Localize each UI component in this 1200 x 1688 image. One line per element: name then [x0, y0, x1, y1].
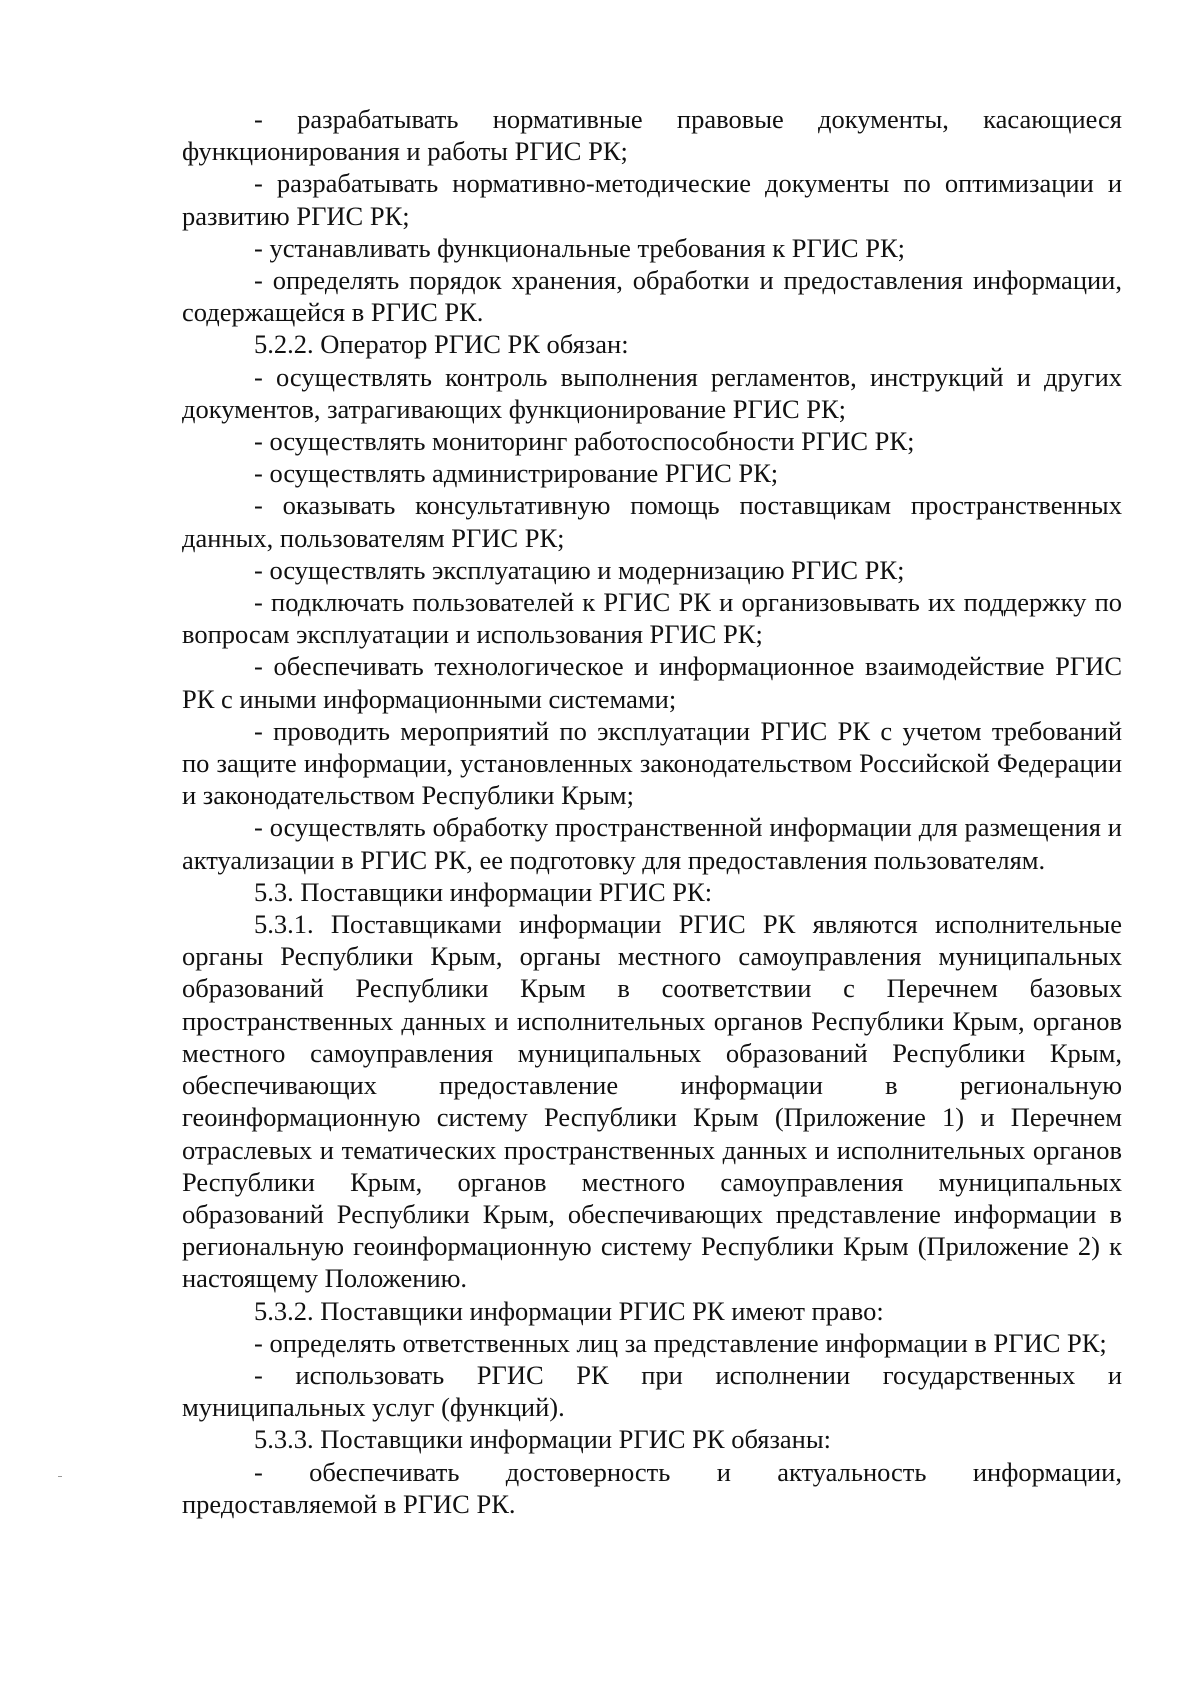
paragraph: - обеспечивать достоверность и актуальность информации, предоставляемой в РГИС РК.	[182, 1456, 1122, 1519]
paragraph: - определять ответственных лиц за представление информации в РГИС РК;	[254, 1327, 1107, 1358]
paragraph: 5.3.1. Поставщиками информации РГИС РК являются исполнительные органы Республики Крым, органы местного самоуправления муниципальных образований Республики Крым в соответствии с Перечнем базовых пространственных данных и исполнительных органов Республики Крым, органов местного самоуправления муниципальных образований Республики Крым, обеспечивающих предоставление информации в региональную геоинформационную систему Республики Крым (Приложение 1) и Перечнем отраслевых и тематических пространственных данных и исполнительных органов Республики Крым, органов местного самоуправления муниципальных образований Республики Крым, обеспечивающих представление информации в региональную геоинформационную систему Республики Крым (Приложение 2) к настоящему Положению.	[182, 909, 1122, 1294]
scan-artifact	[58, 1476, 62, 1477]
section-heading: 5.2.2. Оператор РГИС РК обязан:	[254, 329, 629, 360]
paragraph: - разрабатывать нормативно-методические документы по оптимизации и развитию РГИС РК;	[182, 168, 1122, 231]
paragraph: - определять порядок хранения, обработки и предоставления информации, содержащейся в РГИС РК.	[182, 265, 1122, 328]
paragraph: - осуществлять обработку пространственной информации для размещения и актуализации в РГИС РК, ее подготовку для предоставления пользователям.	[182, 812, 1122, 875]
paragraph: - обеспечивать технологическое и информационное взаимодействие РГИС РК с иными информационными системами;	[182, 651, 1122, 714]
paragraph: - осуществлять контроль выполнения регламентов, инструкций и других документов, затрагивающих функционирование РГИС РК;	[182, 361, 1122, 424]
document-page	[182, 103, 1122, 1520]
paragraph: - разрабатывать нормативные правовые документы, касающиеся функционирования и работы РГИС РК;	[182, 104, 1122, 167]
paragraph: - осуществлять администрирование РГИС РК;	[254, 458, 779, 489]
paragraph: - оказывать консультативную помощь поставщикам пространственных данных, пользователям РГИС РК;	[182, 490, 1122, 553]
section-heading: 5.3.3. Поставщики информации РГИС РК обязаны:	[254, 1424, 832, 1455]
paragraph: - устанавливать функциональные требования к РГИС РК;	[254, 232, 905, 263]
paragraph: - проводить мероприятий по эксплуатации РГИС РК с учетом требований по защите информации, установленных законодательством Российской Федерации и законодательством Республики Крым;	[182, 715, 1122, 811]
section-heading: 5.3. Поставщики информации РГИС РК:	[254, 876, 713, 907]
paragraph: - использовать РГИС РК при исполнении государственных и муниципальных услуг (функций).	[182, 1359, 1122, 1423]
paragraph: - подключать пользователей к РГИС РК и организовывать их поддержку по вопросам эксплуатации и использования РГИС РК;	[182, 587, 1122, 650]
paragraph: - осуществлять мониторинг работоспособности РГИС РК;	[254, 426, 915, 457]
paragraph: - осуществлять эксплуатацию и модернизацию РГИС РК;	[254, 554, 905, 585]
section-heading: 5.3.2. Поставщики информации РГИС РК имеют право:	[254, 1295, 884, 1326]
